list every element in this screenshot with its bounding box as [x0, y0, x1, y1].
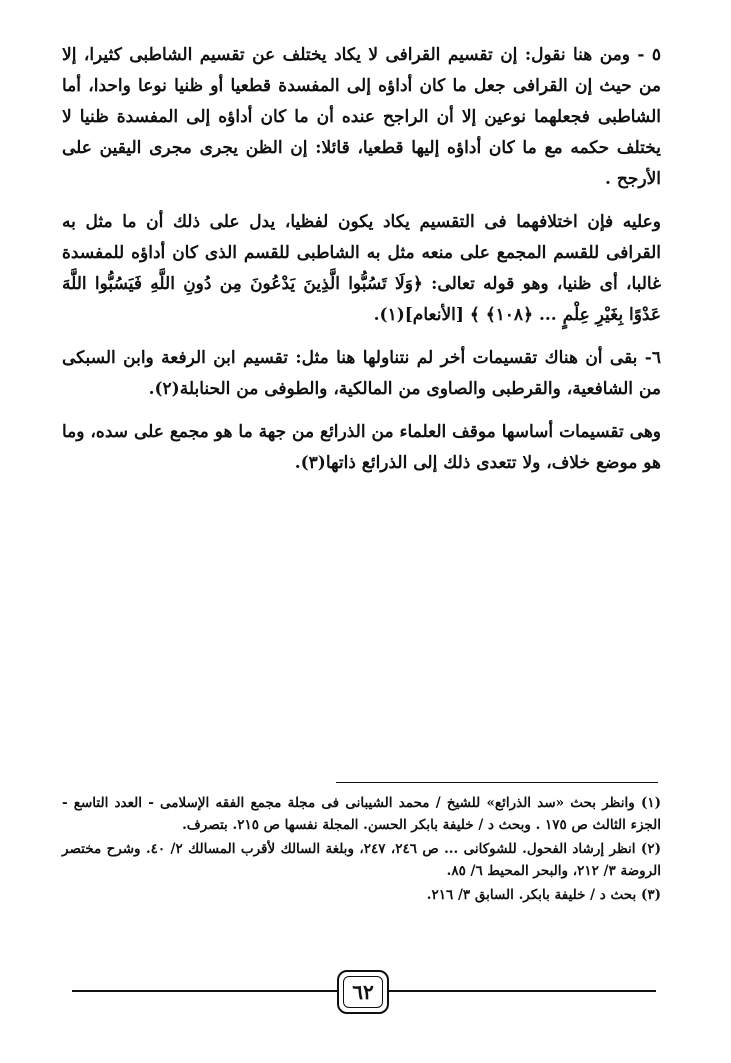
paragraph-text: ٥ - ومن هنا نقول: إن تقسيم القرافى لا يكاد يختلف عن تقسيم الشاطبى كثيرا، إلا من حيث إن القرافى جعل ما كان أداؤه إلى المفسدة قطعيا أو ظنيا نوعا واحدا، أما الشاطبى فجعلهما نوعين إلا أن الراجح عنده أن ما كان أداؤه إلى المفسدة ظنيا لا يختلف حكمه مع ما كان أداؤه إليها قطعيا، قائلا: إن الظن يجرى مجرى اليقين على الأرجح .: [62, 45, 662, 189]
paragraph-5: [62, 40, 661, 195]
paragraph-text: ٦- بقى أن هناك تقسيمات أخر لم نتناولها هنا مثل: تقسيم ابن الرفعة وابن السبكى من الشافعية، والقرطبى والصاوى من المالكية، والطوفى من الحنابلة(٢).: [62, 348, 661, 399]
footnote-divider: [336, 782, 658, 783]
paragraph-text: وعليه فإن اختلافهما فى التقسيم يكاد يكون لفظيا، يدل على ذلك أن ما مثل به القرافى للقسم المجمع على منعه مثل به الشاطبى للقسم الذى كان أداؤه للمفسدة غالبا، أى ظنيا، وهو قوله تعالى: ﴿وَلَا تَسُبُّوا الَّذِينَ يَدْعُونَ مِن دُونِ اللَّهِ فَيَسُبُّوا اللَّهَ عَدْوًا بِغَيْرِ عِلْمٍ ... ﴿١٠٨﴾ ﴾ [الأنعام](١).: [62, 212, 661, 325]
page-number: [337, 970, 389, 1014]
footnote-1: (١) وانظر بحث «سد الذرائع» للشيخ / محمد الشيبانى فى مجلة مجمع الفقه الإسلامى - العدد التاسع - الجزء الثالث ص ١٧٥ . وبحث د / خليفة بابكر الحسن. المجلة نفسها ص ٢١٥. بتصرف.: [62, 795, 661, 833]
main-text: [62, 40, 661, 491]
paragraph-text: وهى تقسيمات أساسها موقف العلماء من الذرائع من جهة ما هو مجمع على سده، وما هو موضع خلاف، ولا تتعدى ذلك إلى الذرائع ذاتها(٣).: [62, 422, 661, 473]
page-number-text: ٦٢: [352, 980, 374, 1004]
footnote-3: (٣) بحث د / خليفة بابكر. السابق ٣/ ٢١٦.: [426, 887, 661, 903]
paragraph-6: [62, 343, 661, 405]
footnote-2: (٢) انظر إرشاد الفحول. للشوكانى ... ص ٢٤٦، ٢٤٧، وبلغة السالك لأقرب المسالك ٢/ ٤٠. وشرح مختصر الروضة ٣/ ٢١٢، والبحر المحيط ٦/ ٨٥.: [62, 841, 661, 879]
paragraph-conclusion: [62, 417, 661, 479]
paragraph-quran: [62, 207, 661, 331]
footnotes: [62, 792, 661, 908]
